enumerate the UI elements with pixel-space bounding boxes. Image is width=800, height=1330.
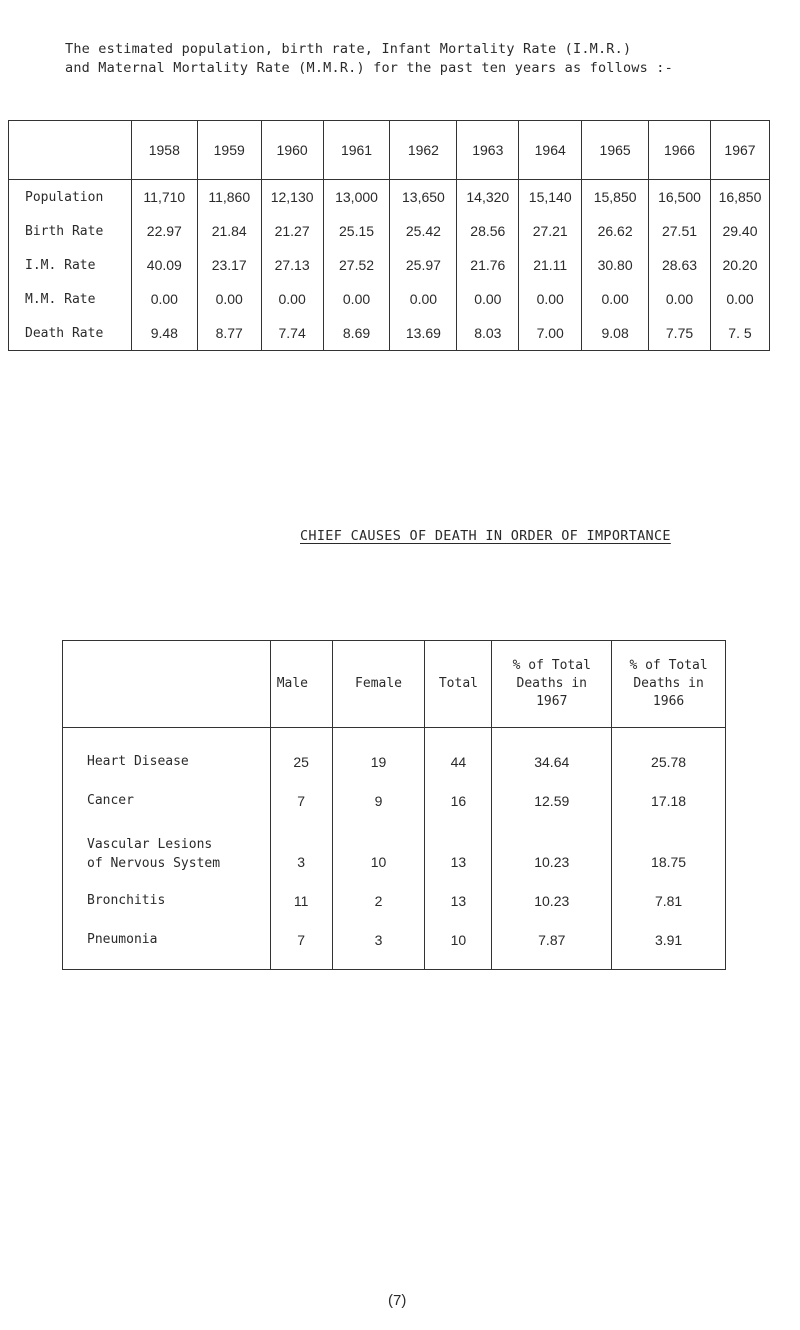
table-cell: 0.00 (710, 282, 769, 316)
pct-1967-header (492, 641, 612, 728)
pct-1966-cell: 25.78 (612, 728, 726, 782)
table-cell: 0.00 (582, 282, 649, 316)
cause-label: Cancer (63, 781, 271, 820)
table-cell: 9.08 (582, 316, 649, 351)
year-header: 1959 (197, 121, 261, 180)
mmr-row (9, 282, 770, 316)
table-cell: 21.11 (519, 248, 582, 282)
intro-line-1: The estimated population, birth rate, Infant Mortality Rate (I.M.R.) (65, 41, 632, 57)
table-cell: 7. 5 (710, 316, 769, 351)
intro-text (65, 40, 765, 78)
table-cell: 7.74 (261, 316, 323, 351)
table-cell: 40.09 (131, 248, 197, 282)
table-cell: 7.75 (649, 316, 711, 351)
corner-cell (63, 641, 271, 728)
cause-row-bronchitis (63, 881, 726, 920)
table-cell: 13,650 (390, 180, 457, 215)
table-cell: 21.84 (197, 214, 261, 248)
header-line: % of Total (629, 658, 708, 673)
pct-1967-cell: 7.87 (492, 920, 612, 970)
female-cell: 3 (332, 920, 425, 970)
table-cell: 27.13 (261, 248, 323, 282)
cause-row-cancer (63, 781, 726, 820)
table-cell: 20.20 (710, 248, 769, 282)
year-header: 1963 (457, 121, 519, 180)
table-cell: 16,850 (710, 180, 769, 215)
pct-1966-cell: 3.91 (612, 920, 726, 970)
year-header: 1960 (261, 121, 323, 180)
total-cell: 13 (425, 881, 492, 920)
table-cell: 26.62 (582, 214, 649, 248)
table-cell: 25.97 (390, 248, 457, 282)
table-cell: 15,140 (519, 180, 582, 215)
year-header: 1965 (582, 121, 649, 180)
table-cell: 27.52 (323, 248, 390, 282)
table-cell: 11,860 (197, 180, 261, 215)
table-cell: 8.03 (457, 316, 519, 351)
table-cell: 11,710 (131, 180, 197, 215)
cause-row-vascular-lesions (63, 820, 726, 881)
table-cell: 12,130 (261, 180, 323, 215)
row-label: M.M. Rate (9, 282, 132, 316)
pct-1967-cell: 34.64 (492, 728, 612, 782)
table-cell: 27.51 (649, 214, 711, 248)
table-cell: 0.00 (457, 282, 519, 316)
corner-cell (9, 121, 132, 180)
table-cell: 0.00 (323, 282, 390, 316)
table-cell: 14,320 (457, 180, 519, 215)
cause-label-line-1: Vascular Lesions (87, 836, 213, 852)
male-cell: 11 (270, 881, 332, 920)
table-cell: 16,500 (649, 180, 711, 215)
female-cell: 9 (332, 781, 425, 820)
pct-1966-cell: 7.81 (612, 881, 726, 920)
death-rate-row (9, 316, 770, 351)
pct-1967-cell: 12.59 (492, 781, 612, 820)
pct-1966-cell: 18.75 (612, 820, 726, 881)
year-header: 1967 (710, 121, 769, 180)
table-cell: 0.00 (390, 282, 457, 316)
female-cell: 10 (332, 820, 425, 881)
male-cell: 25 (270, 728, 332, 782)
total-cell: 10 (425, 920, 492, 970)
header-line: 1966 (652, 694, 685, 709)
male-header: Male (270, 641, 332, 728)
table-cell: 29.40 (710, 214, 769, 248)
table-cell: 9.48 (131, 316, 197, 351)
vital-statistics-table (8, 120, 770, 351)
header-line: 1967 (536, 694, 568, 709)
causes-of-death-table (62, 640, 726, 970)
row-label: Death Rate (9, 316, 132, 351)
intro-line-2: and Maternal Mortality Rate (M.M.R.) for the past ten years as follows :- (65, 60, 673, 76)
male-cell: 7 (270, 781, 332, 820)
year-header: 1966 (649, 121, 711, 180)
female-cell: 2 (332, 881, 425, 920)
year-header: 1962 (390, 121, 457, 180)
total-cell: 16 (425, 781, 492, 820)
section-title: CHIEF CAUSES OF DEATH IN ORDER OF IMPORTANCE (300, 528, 671, 544)
imr-row (9, 248, 770, 282)
header-line: Deaths in (633, 676, 704, 691)
year-header-row (9, 121, 770, 180)
year-header: 1964 (519, 121, 582, 180)
pct-1967-cell: 10.23 (492, 881, 612, 920)
table-cell: 15,850 (582, 180, 649, 215)
causes-header-row (63, 641, 726, 728)
male-cell: 7 (270, 920, 332, 970)
table-cell: 28.56 (457, 214, 519, 248)
cause-row-heart-disease (63, 728, 726, 782)
cause-label (63, 820, 271, 881)
table-cell: 28.63 (649, 248, 711, 282)
table-cell: 13.69 (390, 316, 457, 351)
row-label: I.M. Rate (9, 248, 132, 282)
table-cell: 0.00 (261, 282, 323, 316)
table-cell: 21.27 (261, 214, 323, 248)
cause-label: Pneumonia (63, 920, 271, 970)
header-line: Deaths in (516, 676, 587, 691)
male-cell: 3 (270, 820, 332, 881)
table-cell: 25.15 (323, 214, 390, 248)
row-label: Population (9, 180, 132, 215)
total-header: Total (425, 641, 492, 728)
total-cell: 44 (425, 728, 492, 782)
header-line: % of Total (512, 658, 591, 673)
table-cell: 7.00 (519, 316, 582, 351)
page-number: (7) (388, 1292, 407, 1309)
cause-label: Bronchitis (63, 881, 271, 920)
population-row (9, 180, 770, 215)
table-cell: 27.21 (519, 214, 582, 248)
female-header: Female (332, 641, 425, 728)
birth-rate-row (9, 214, 770, 248)
table-cell: 0.00 (649, 282, 711, 316)
table-cell: 25.42 (390, 214, 457, 248)
table-cell: 21.76 (457, 248, 519, 282)
cause-label: Heart Disease (63, 728, 271, 782)
table-cell: 0.00 (131, 282, 197, 316)
year-header: 1961 (323, 121, 390, 180)
year-header: 1958 (131, 121, 197, 180)
table-cell: 0.00 (519, 282, 582, 316)
cause-row-pneumonia (63, 920, 726, 970)
table-cell: 22.97 (131, 214, 197, 248)
pct-1966-header (612, 641, 726, 728)
table-cell: 23.17 (197, 248, 261, 282)
table-cell: 0.00 (197, 282, 261, 316)
pct-1967-cell: 10.23 (492, 820, 612, 881)
table-cell: 8.69 (323, 316, 390, 351)
total-cell: 13 (425, 820, 492, 881)
table-cell: 30.80 (582, 248, 649, 282)
cause-label-line-2: of Nervous System (87, 855, 221, 871)
table-cell: 13,000 (323, 180, 390, 215)
table-cell: 8.77 (197, 316, 261, 351)
row-label: Birth Rate (9, 214, 132, 248)
female-cell: 19 (332, 728, 425, 782)
pct-1966-cell: 17.18 (612, 781, 726, 820)
